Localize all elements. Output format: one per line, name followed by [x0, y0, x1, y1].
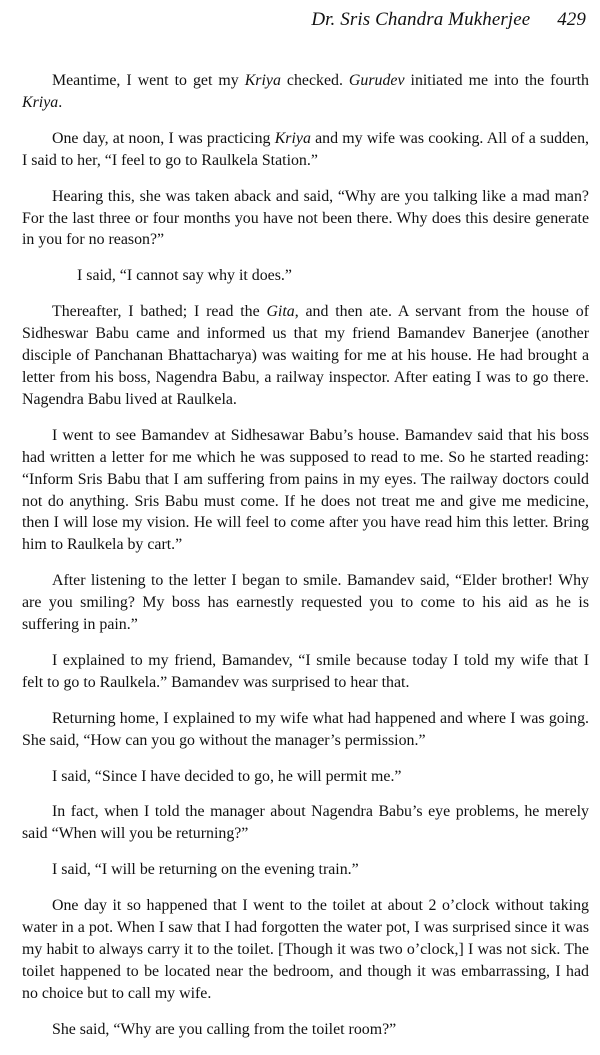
text-run: initiated me into the fourth	[404, 72, 589, 89]
italic-term: Kriya	[244, 72, 281, 89]
paragraph	[22, 708, 589, 752]
paragraph	[22, 425, 589, 556]
text-run: Meantime, I went to get my	[52, 72, 245, 89]
italic-term: Kriya	[274, 129, 311, 147]
paragraph	[22, 301, 589, 411]
paragraph	[22, 128, 589, 172]
running-header	[311, 9, 586, 31]
text-run: I went to see Bamandev at Sidhesawar Babu’s house. Bamandev said that his boss had written a letter for me which he was supposed to read to me. So he started reading: “Inform Sris Babu that I am suffering from pains in my eyes. The railway doctors could not do anything. Sris Babu must come. If he does not treat me and give me medicine, then I will lose my vision. He will feel to come after you have read him this letter. Bring him to Raulkela by cart.”	[22, 426, 589, 554]
text-run: In fact, when I told the manager about Nagendra Babu’s eye problems, he merely said “When will you be returning?”	[22, 803, 589, 843]
text-run: Hearing this, she was taken aback and said, “Why are you talking like a mad man? For the last three or four months you have not been there. Why does this desire generate in you for no reason?”	[22, 187, 589, 249]
text-run: .	[58, 93, 63, 111]
italic-term: Gurudev	[348, 72, 405, 89]
paragraph	[22, 265, 589, 287]
text-run: Thereafter, I bathed; I read the	[52, 303, 267, 321]
paragraph	[22, 859, 589, 881]
body-text	[22, 70, 589, 1055]
text-run: checked.	[280, 72, 349, 89]
text-run: I said, “Since I have decided to go, he will permit me.”	[52, 767, 402, 785]
paragraph	[22, 570, 589, 636]
text-run: One day, at noon, I was practicing	[52, 129, 275, 147]
text-run: Returning home, I explained to my wife what had happened and where I was going. She said, “How can you go without the manager’s permission.”	[22, 709, 589, 749]
text-run: and my wife was cooking. All of a sudden, I said to her, “I feel to go to Raulkela Station.”	[22, 129, 590, 169]
italic-term: Kriya	[22, 93, 59, 111]
paragraph	[22, 895, 589, 1005]
paragraph	[22, 70, 589, 114]
paragraph	[22, 186, 589, 252]
text-run: After listening to the letter I began to smile. Bamandev said, “Elder brother! Why are you smiling? My boss has earnestly requested you to come to his aid as he is suffering in pain.”	[22, 572, 589, 634]
running-title: Dr. Sris Chandra Mukherjee	[311, 9, 531, 30]
page-number: 429	[557, 9, 586, 30]
paragraph	[22, 650, 589, 694]
text-run: I explained to my friend, Bamandev, “I smile because today I told my wife that I felt to go to Raulkela.” Bamandev was surprised to hear that.	[22, 651, 589, 691]
text-run: She said, “Why are you calling from the toilet room?”	[52, 1020, 397, 1038]
paragraph	[22, 1019, 589, 1041]
italic-term: Gita	[266, 303, 295, 321]
text-run: , and then ate. A servant from the house of Sidheswar Babu came and informed us that my friend Bamandev Banerjee (another disciple of Panchanan Bhattacharya) was waiting for me at his house. He had brought a letter from his boss, Nagendra Babu, a railway inspector. After eating I was to go there. Nagendra Babu lived at Raulkela.	[22, 303, 589, 408]
text-run: One day it so happened that I went to the toilet at about 2 o’clock without taking water in a pot. When I saw that I had forgotten the water pot, I was surprised since it was my habit to always carry it to the toilet. [Though it was two o’clock,] I was not sick. The toilet happened to be located near the bedroom, and though it was embarrassing, I had no choice but to call my wife.	[22, 897, 589, 1002]
text-run: I said, “I will be returning on the evening train.”	[52, 861, 359, 879]
paragraph	[22, 801, 589, 845]
text-run: I said, “I cannot say why it does.”	[77, 267, 292, 285]
paragraph	[22, 766, 589, 788]
